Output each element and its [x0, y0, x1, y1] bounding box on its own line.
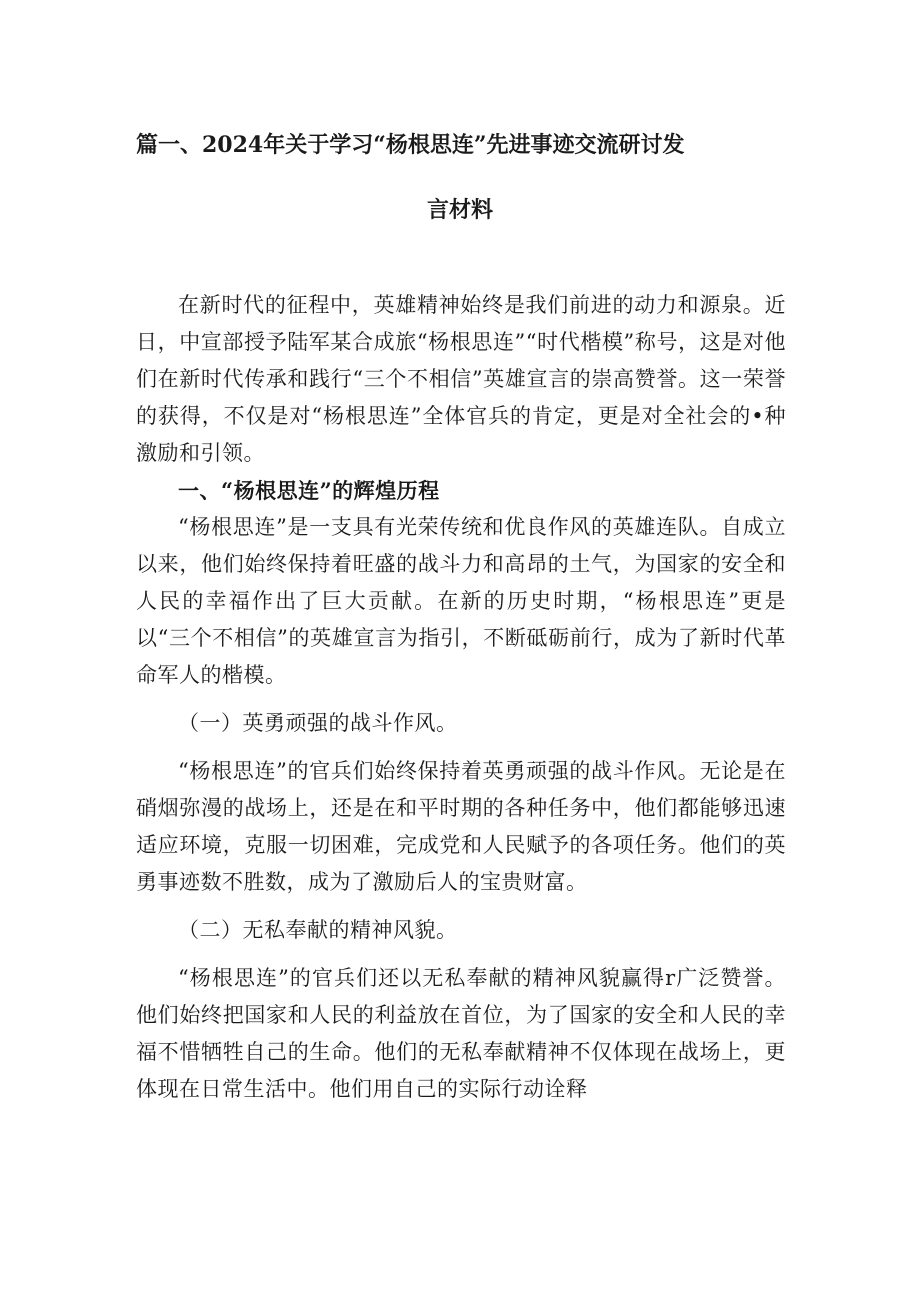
- section-1-paragraph: “杨根思连”是一支具有光荣传统和优良作风的英雄连队。自成立以来，他们始终保持着旺盛的战斗力和高昂的土气，为国家的安全和人民的幸福作出了巨大贡献。在新的历史时期，“杨根思连”更是以“三个不相信”的英雄宣言为指引，不断砥砺前行，成为了新时代革命军人的楷模。: [136, 515, 786, 687]
- section-heading-1: 一、“杨根思连”的辉煌历程: [178, 478, 440, 503]
- subsection-2-paragraph: “杨根思连”的官兵们还以无私奉献的精神风貌赢得r广泛赞誉。他们始终把国家和人民的利益放在首位，为了国家的安全和人民的幸福不惜牺牲自己的生命。他们的无私奉献精神不仅体现在战场上，更体现在日常生活中。他们用自己的实际行动诠释: [136, 966, 786, 1101]
- document-title-line-2: 言材料: [426, 197, 493, 223]
- document-body: [136, 287, 786, 1108]
- subsection-heading-1: （一）英勇顽强的战斗作风。: [178, 711, 458, 735]
- subsection-1-paragraph: “杨根思连”的官兵们始终保持着英勇顽强的战斗作风。无论是在硝烟弥漫的战场上，还是在和平时期的各种任务中，他们都能够迅速适应环境，克服一切困难，完成党和人民赋予的各项任务。他们的英勇事迹数不胜数，成为了激励后人的宝贵财富。: [136, 759, 786, 894]
- document-title-line-1: 篇一、2024年关于学习“杨根思连”先进事迹交流研讨发: [136, 132, 685, 158]
- subsection-heading-2: （二）无私奉献的精神风貌。: [178, 918, 458, 942]
- intro-paragraph: 在新时代的征程中，英雄精神始终是我们前进的动力和源泉。近日，中宣部授予陆军某合成旅“杨根思连”“时代楷模”称号，这是对他们在新时代传承和践行“三个不相信”英雄宣言的崇高赞誉。这一荣誉的获得，不仅是对“杨根思连”全体官兵的肯定，更是对全社会的•种激励和引领。: [136, 293, 786, 465]
